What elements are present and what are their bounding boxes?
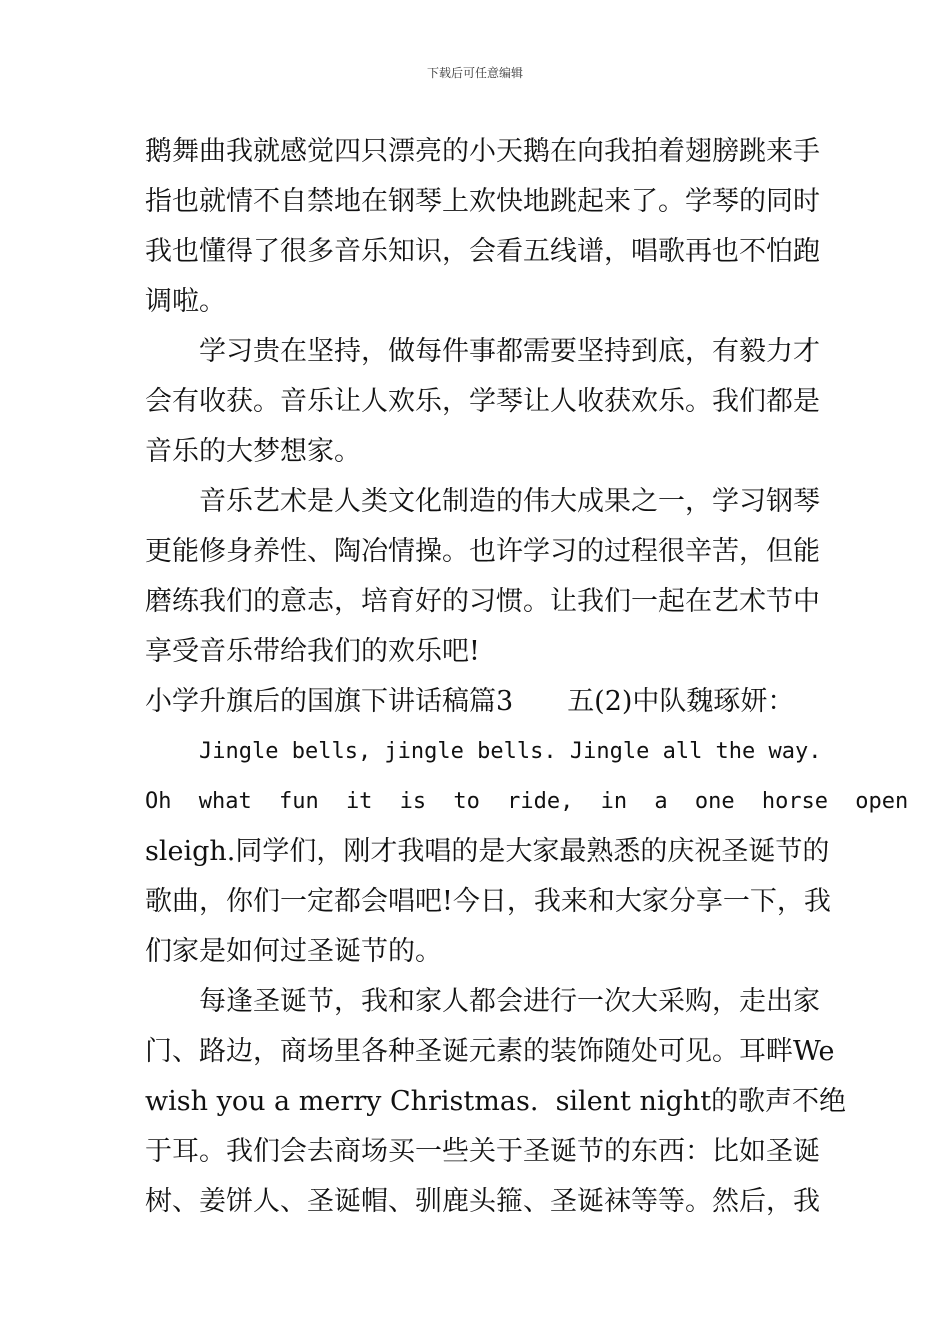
text-line: 音乐的大梦想家。 xyxy=(145,436,361,467)
text-line: 们家是如何过圣诞节的。 xyxy=(145,936,442,967)
text-line: 学习贵在坚持，做每件事都需要坚持到底，有毅力才 xyxy=(199,336,820,367)
text-line: 于耳。我们会去商场买一些关于圣诞节的东西：比如圣诞 xyxy=(145,1136,820,1167)
text-line-content: Oh what fun it is to ride, in a one horse open xyxy=(145,789,909,814)
text-line: 调啦。 xyxy=(145,286,226,317)
text-line: 每逢圣诞节，我和家人都会进行一次大采购，走出家 xyxy=(199,986,820,1017)
text-line: sleigh.同学们，刚才我唱的是大家最熟悉的庆祝圣诞节的 xyxy=(145,836,830,867)
text-line: 会有收获。音乐让人欢乐，学琴让人收获欢乐。我们都是 xyxy=(145,386,820,417)
page-header: 下载后可任意编辑 xyxy=(426,66,523,80)
text-line xyxy=(145,727,822,777)
text-line xyxy=(145,777,909,827)
text-line: 磨练我们的意志，培育好的习惯。让我们一起在艺术节中 xyxy=(145,586,820,617)
text-line: 更能修身养性、陶冶情操。也许学习的过程很辛苦，但能 xyxy=(145,536,820,567)
section-author: 五(2)中队魏琢妍： xyxy=(567,686,795,717)
text-line: wish you a merry Christmas. silent night的歌声不绝 xyxy=(145,1086,847,1117)
text-line: 享受音乐带给我们的欢乐吧! xyxy=(145,636,480,667)
section-heading xyxy=(145,677,807,727)
text-line: 指也就情不自禁地在钢琴上欢快地跳起来了。学琴的同时 xyxy=(145,186,820,217)
text-line: 树、姜饼人、圣诞帽、驯鹿头箍、圣诞袜等等。然后，我 xyxy=(145,1186,820,1217)
text-line-content: Jingle bells, jingle bells. Jingle all the way. xyxy=(199,739,822,764)
document-body xyxy=(145,127,909,1227)
section-title: 小学升旗后的国旗下讲话稿篇3 xyxy=(145,686,514,717)
text-line: 门、路边，商场里各种圣诞元素的装饰随处可见。耳畔We xyxy=(145,1036,835,1067)
text-line: 我也懂得了很多音乐知识，会看五线谱，唱歌再也不怕跑 xyxy=(145,236,820,267)
text-line: 歌曲，你们一定都会唱吧!今日，我来和大家分享一下，我 xyxy=(145,886,831,917)
text-line: 鹅舞曲我就感觉四只漂亮的小天鹅在向我拍着翅膀跳来手 xyxy=(145,136,820,167)
text-line: 音乐艺术是人类文化制造的伟大成果之一，学习钢琴 xyxy=(199,486,820,517)
